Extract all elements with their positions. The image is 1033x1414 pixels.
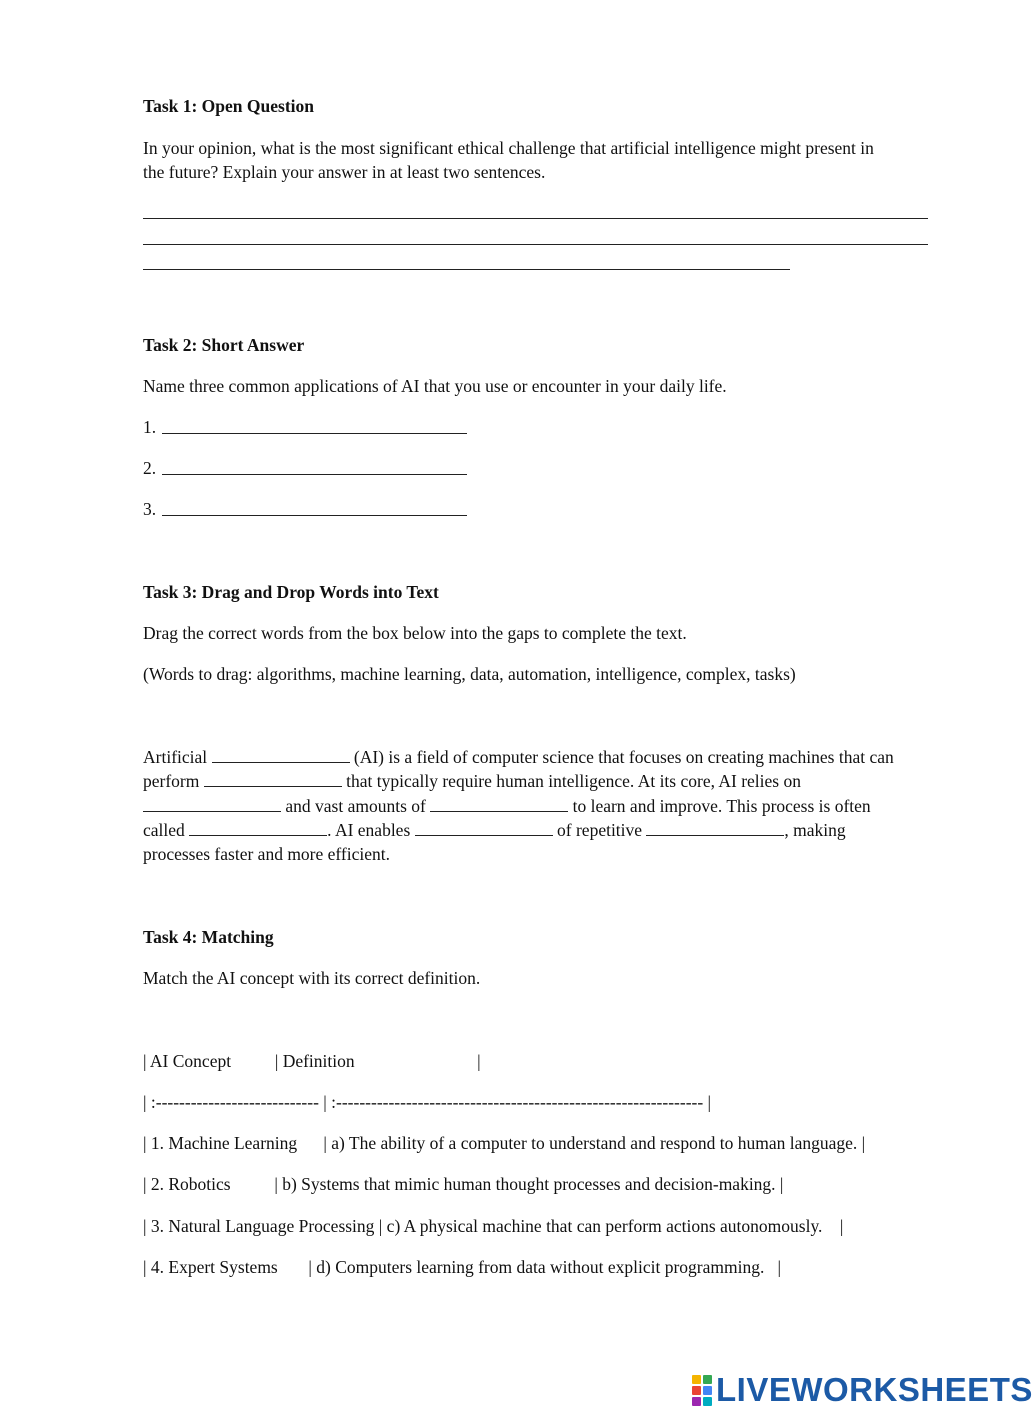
task3-word-bank: (Words to drag: algorithms, machine learning, data, automation, intelligence, complex, tasks)	[143, 664, 796, 684]
task2-answer-line-3[interactable]	[162, 515, 467, 516]
task3-gap-2[interactable]	[204, 771, 342, 787]
task3-instruction: Drag the correct words from the box below into the gaps to complete the text.	[143, 623, 687, 643]
task1-prompt-line1: In your opinion, what is the most significant ethical challenge that artificial intelligence might present in	[143, 138, 874, 158]
task2-item-number-2: 2.	[143, 458, 157, 478]
task3-heading: Task 3: Drag and Drop Words into Text	[143, 582, 439, 602]
task1-answer-line-1[interactable]	[143, 218, 928, 219]
task3-text-segment: of repetitive	[557, 820, 643, 840]
task3-text-segment: Artificial	[143, 747, 208, 767]
liveworksheets-logo	[692, 1372, 1033, 1408]
task1-prompt-line2: the future? Explain your answer in at least two sentences.	[143, 162, 546, 182]
task4-instruction: Match the AI concept with its correct definition.	[143, 968, 481, 988]
logo-mark-tile	[692, 1397, 701, 1406]
logo-mark-tile	[692, 1375, 701, 1384]
task2-item-number-3: 3.	[143, 499, 157, 519]
task4-table-row[interactable]: | 1. Machine Learning | a) The ability of a computer to understand and respond to human language. |	[143, 1133, 866, 1153]
task1-heading: Task 1: Open Question	[143, 96, 315, 116]
task4-table-header-row: | AI Concept | Definition |	[143, 1051, 481, 1071]
logo-mark-tile	[692, 1386, 701, 1395]
task3-text-segment: and vast amounts of	[285, 796, 426, 816]
liveworksheets-logo-icon	[692, 1375, 712, 1406]
task3-text-line-4	[143, 818, 846, 842]
logo-mark-tile	[703, 1386, 712, 1395]
task3-text-segment: , making	[784, 820, 846, 840]
task3-gap-7[interactable]	[646, 820, 784, 836]
task3-text-segment: called	[143, 820, 185, 840]
task3-text-line-3	[143, 794, 871, 818]
task4-table-row[interactable]: | 4. Expert Systems | d) Computers learning from data without explicit programming. |	[143, 1257, 781, 1277]
task3-gap-5[interactable]	[189, 820, 327, 836]
task3-text-segment: (AI) is a field of computer science that focuses on creating machines that can	[353, 747, 894, 767]
task1-answer-line-2[interactable]	[143, 244, 928, 245]
task3-text-segment: . AI enables	[327, 820, 411, 840]
task4-table-separator-row: | :---------------------------- | :--------------------------------------------------------------- |	[143, 1092, 712, 1112]
task3-text-line-2	[143, 769, 801, 793]
task3-text-line-1	[143, 745, 894, 769]
task3-gap-3[interactable]	[143, 796, 281, 812]
liveworksheets-logo-text: LIVEWORKSHEETS	[716, 1371, 1033, 1408]
task2-prompt: Name three common applications of AI that you use or encounter in your daily life.	[143, 376, 727, 396]
task1-answer-line-3[interactable]	[143, 269, 790, 270]
task2-answer-line-2[interactable]	[162, 474, 467, 475]
task3-gap-4[interactable]	[430, 796, 568, 812]
task3-text-segment: that typically require human intelligence. At its core, AI relies on	[346, 771, 801, 791]
task4-heading: Task 4: Matching	[143, 927, 274, 947]
task2-heading: Task 2: Short Answer	[143, 335, 305, 355]
task3-text-line-5: processes faster and more efficient.	[143, 844, 390, 864]
task4-table-row[interactable]: | 3. Natural Language Processing | c) A physical machine that can perform actions autonomously. |	[143, 1216, 844, 1236]
task2-item-number-1: 1.	[143, 417, 157, 437]
task2-answer-line-1[interactable]	[162, 433, 467, 434]
task4-table-row[interactable]: | 2. Robotics | b) Systems that mimic human thought processes and decision-making. |	[143, 1174, 784, 1194]
task3-text-segment: to learn and improve. This process is often	[572, 796, 871, 816]
task3-gap-1[interactable]	[212, 747, 350, 763]
logo-mark-tile	[703, 1397, 712, 1406]
task3-gap-6[interactable]	[415, 820, 553, 836]
logo-mark-tile	[703, 1375, 712, 1384]
task3-text-segment: perform	[143, 771, 200, 791]
